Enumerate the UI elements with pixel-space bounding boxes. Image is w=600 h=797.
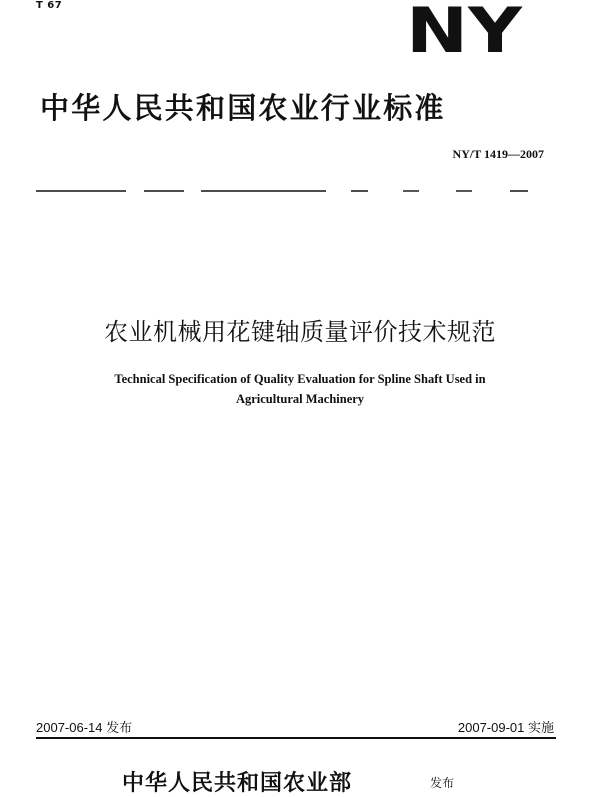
document-title-en-line-1: Technical Specification of Quality Evaluation for Spline Shaft Used in: [114, 372, 486, 386]
standard-category-title: 中华人民共和国农业行业标准: [40, 91, 446, 125]
ny-logo-text: NY: [406, 0, 524, 62]
document-title-en: [40, 369, 560, 409]
standard-number: NY/T 1419—2007: [452, 147, 544, 161]
issuer-name: 中华人民共和国农业部: [122, 770, 353, 796]
header-dashed-rule: [36, 189, 536, 193]
implementation-date: 2007-09-01 实施: [457, 720, 554, 735]
ics-code: T 67: [36, 0, 63, 11]
issue-date: 2007-06-14 发布: [36, 720, 133, 735]
ny-logo: [404, 0, 524, 62]
document-title-en-line-2: Agricultural Machinery: [235, 392, 365, 406]
footer-rule: [36, 737, 556, 739]
document-title-cn: 农业机械用花键轴质量评价技术规范: [104, 318, 496, 346]
issued-label: 发布: [430, 776, 455, 790]
